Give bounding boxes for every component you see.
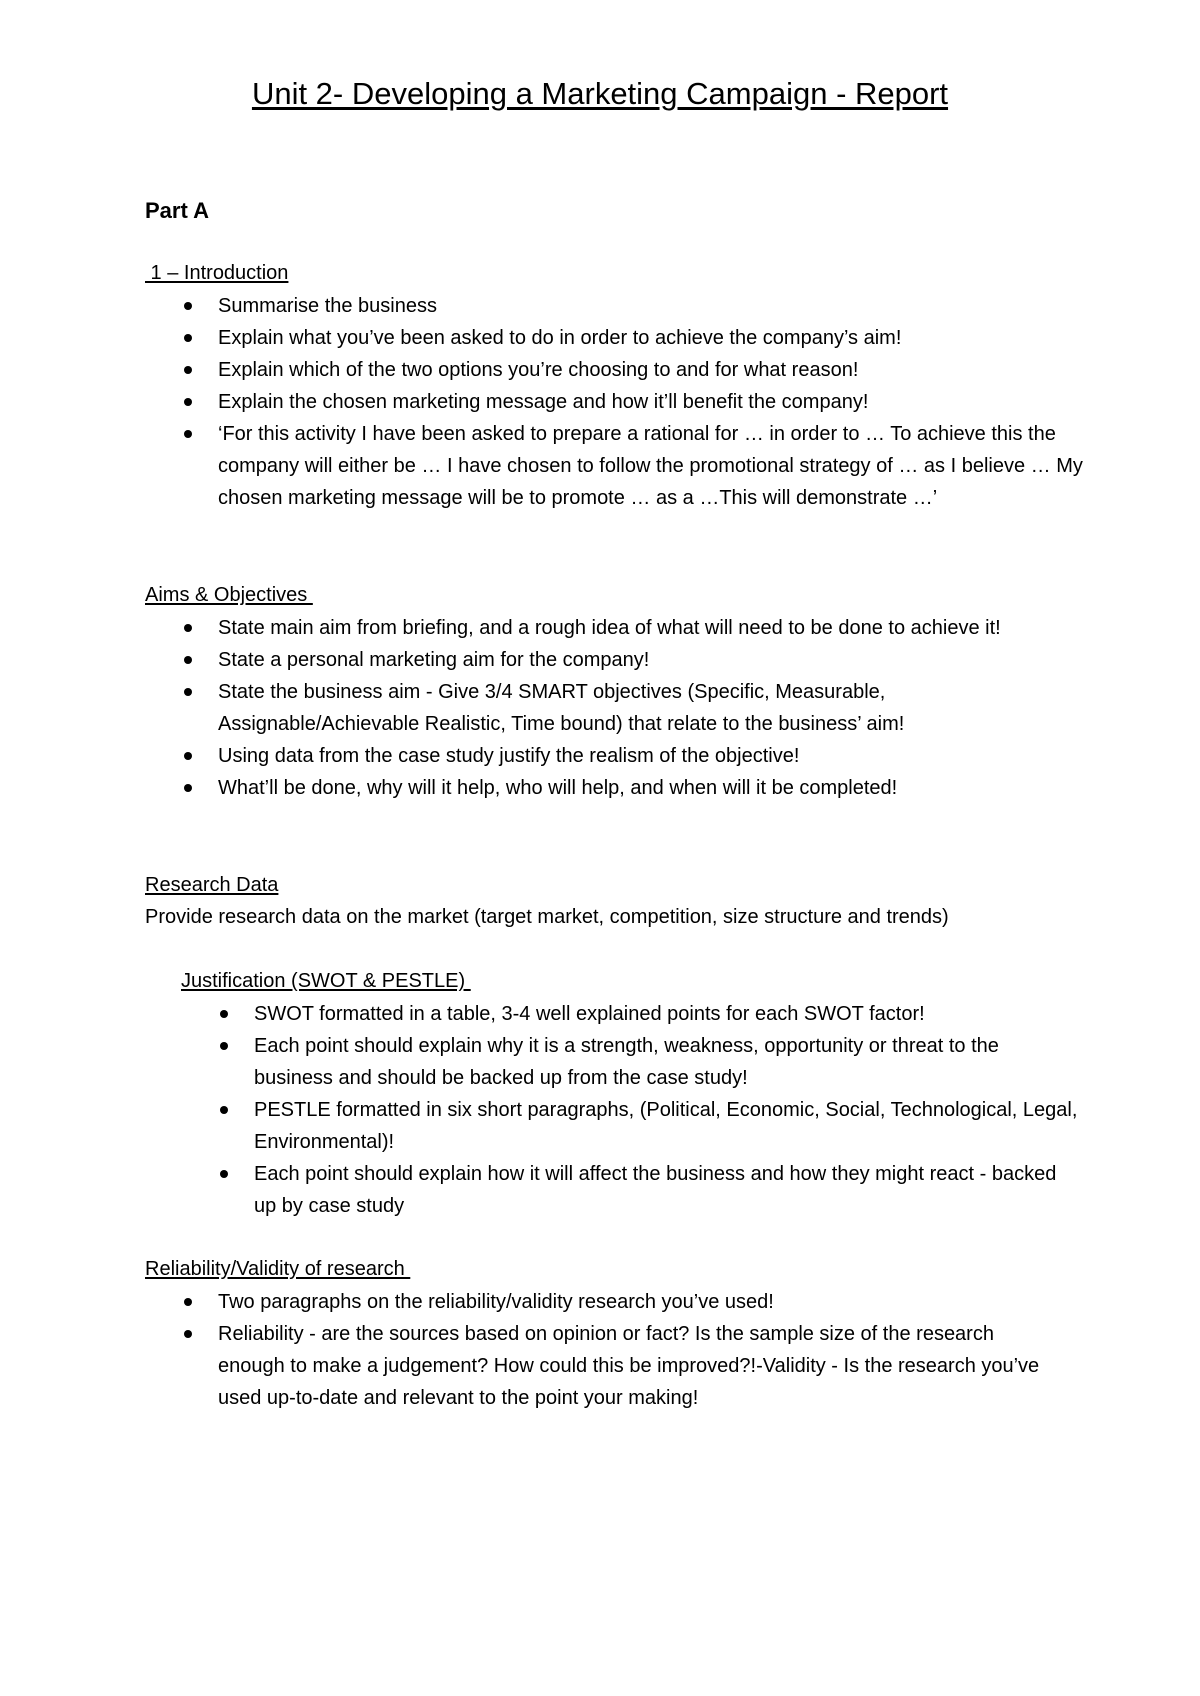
list-item: What’ll be done, why will it help, who will help, and when will it be completed! bbox=[145, 772, 1025, 804]
list-item: Explain the chosen marketing message and how it’ll benefit the company! bbox=[145, 386, 1085, 418]
introduction-heading: 1 – Introduction bbox=[145, 262, 289, 284]
list-item: Each point should explain how it will affect the business and how they might react - backed up by case study bbox=[181, 1158, 1081, 1222]
introduction-list bbox=[145, 290, 1085, 514]
list-item: Summarise the business bbox=[145, 290, 1085, 322]
justification-list bbox=[181, 998, 1081, 1222]
list-item: SWOT formatted in a table, 3-4 well explained points for each SWOT factor! bbox=[181, 998, 1081, 1030]
justification-heading: Justification (SWOT & PESTLE) bbox=[181, 970, 471, 992]
list-item: Explain which of the two options you’re choosing to and for what reason! bbox=[145, 354, 1085, 386]
list-item: Using data from the case study justify the realism of the objective! bbox=[145, 740, 1025, 772]
research-text: Provide research data on the market (target market, competition, size structure and trends) bbox=[145, 906, 949, 928]
reliability-heading: Reliability/Validity of research bbox=[145, 1258, 411, 1280]
document-title: Unit 2- Developing a Marketing Campaign - Report bbox=[251, 76, 949, 111]
list-item: Two paragraphs on the reliability/validity research you’ve used! bbox=[145, 1286, 1045, 1318]
list-item: Reliability - are the sources based on opinion or fact? Is the sample size of the research enough to make a judgement? How could this be improved?!-Validity - Is the research you’ve used up-to-date and relevant to the point your making! bbox=[145, 1318, 1045, 1414]
list-item: State the business aim - Give 3/4 SMART objectives (Specific, Measurable, Assignable/Achievable Realistic, Time bound) that relate to the business’ aim! bbox=[145, 676, 1025, 740]
list-item: ‘For this activity I have been asked to prepare a rational for … in order to … To achieve this the company will either be … I have chosen to follow the promotional strategy of … as I believe … My chosen marketing message will be to promote … as a …This will demonstrate …’ bbox=[145, 418, 1085, 514]
aims-heading: Aims & Objectives bbox=[145, 584, 313, 606]
list-item: State main aim from briefing, and a rough idea of what will need to be done to achieve it! bbox=[145, 612, 1025, 644]
part-heading: Part A bbox=[145, 198, 209, 223]
list-item: PESTLE formatted in six short paragraphs, (Political, Economic, Social, Technological, Legal, Environmental)! bbox=[181, 1094, 1081, 1158]
research-heading: Research Data bbox=[145, 874, 279, 896]
list-item: Each point should explain why it is a strength, weakness, opportunity or threat to the business and should be backed up from the case study! bbox=[181, 1030, 1081, 1094]
list-item: Explain what you’ve been asked to do in order to achieve the company’s aim! bbox=[145, 322, 1085, 354]
reliability-list bbox=[145, 1286, 1045, 1414]
list-item: State a personal marketing aim for the company! bbox=[145, 644, 1025, 676]
aims-list bbox=[145, 612, 1025, 804]
